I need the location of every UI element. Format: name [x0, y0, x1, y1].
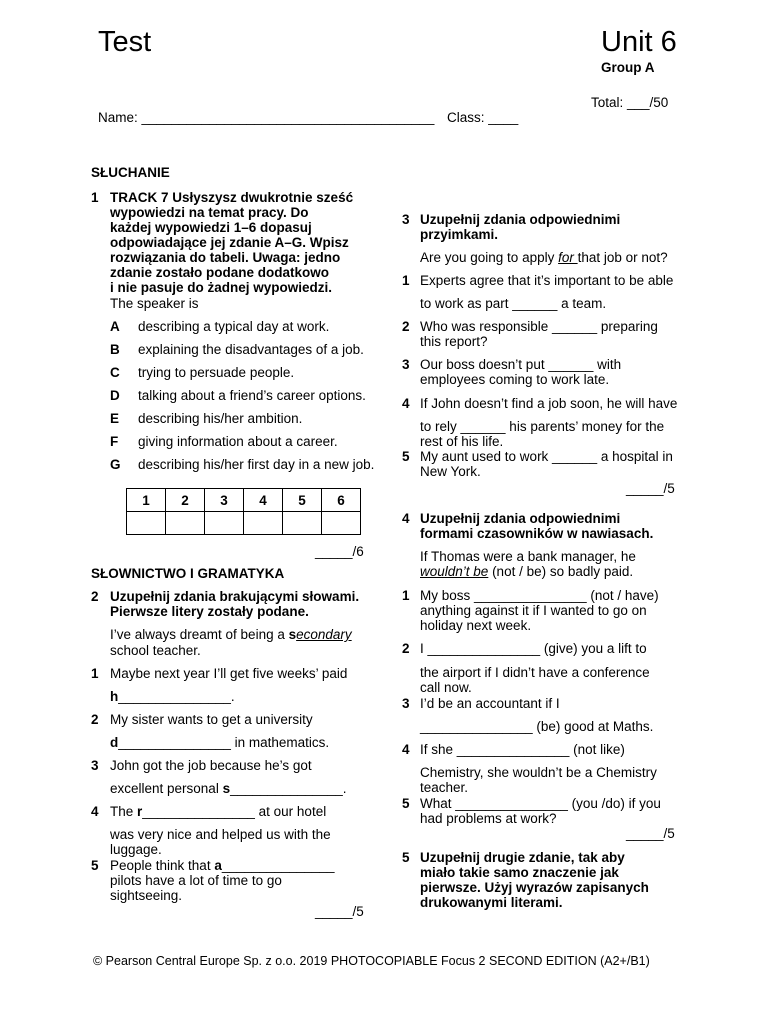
item-number: 2: [402, 319, 410, 334]
answer-cell[interactable]: [127, 512, 166, 535]
option-letter: A: [110, 319, 120, 334]
task-4-example: If Thomas were a bank manager, he wouldn’t be (not / be) so badly paid.: [420, 549, 636, 579]
item-number: 5: [91, 858, 99, 873]
option-text: describing a typical day at work.: [138, 319, 330, 334]
item-blank[interactable]: If she _______________ (not like): [420, 742, 625, 757]
task-score: _____/6: [315, 544, 364, 559]
option-letter: E: [110, 411, 120, 426]
item-blank[interactable]: The r_______________ at our hotel: [110, 804, 327, 819]
task-3-instruction: Uzupełnij zdania odpowiednimi przyimkami.: [420, 212, 621, 242]
option-letter: C: [110, 365, 120, 380]
task-score: _____/5: [315, 904, 364, 919]
item-number: 2: [402, 641, 410, 656]
item-number: 5: [402, 796, 410, 811]
item-blank[interactable]: _______________ (be) good at Maths.: [420, 719, 654, 734]
item-text: My sister wants to get a university: [110, 712, 313, 727]
item-number: 1: [402, 273, 410, 288]
option-text: trying to persuade people.: [138, 365, 295, 380]
item-text: the airport if I didn’t have a conference call now.: [420, 665, 650, 695]
task-score: _____/5: [626, 481, 675, 496]
item-number: 4: [402, 742, 410, 757]
answer-table: [126, 488, 361, 535]
item-blank[interactable]: My boss _______________ (not / have) anything against it if I wanted to go on holiday next week.: [420, 588, 659, 633]
option-letter: B: [110, 342, 120, 357]
table-header: 4: [244, 489, 283, 512]
item-number: 4: [402, 396, 410, 411]
task-2-example-end: school teacher.: [110, 643, 201, 658]
item-number: 3: [402, 696, 410, 711]
table-header: 3: [205, 489, 244, 512]
task-2-example: I’ve always dreamt of being a secondary: [110, 627, 352, 642]
table-header: 1: [127, 489, 166, 512]
table-header: 5: [283, 489, 322, 512]
item-number: 3: [91, 758, 99, 773]
item-text: John got the job because he’s got: [110, 758, 312, 773]
item-number: 2: [91, 712, 99, 727]
item-blank[interactable]: What _______________ (you /do) if you had problems at work?: [420, 796, 661, 826]
task-number: 5: [402, 850, 410, 865]
option-text: describing his/her first day in a new job.: [138, 457, 375, 472]
option-letter: F: [110, 434, 119, 449]
table-header: 6: [322, 489, 361, 512]
item-blank[interactable]: Our boss doesn’t put ______ with employees coming to work late.: [420, 357, 622, 387]
class-field: Class: ____: [447, 110, 519, 125]
answer-cell[interactable]: [322, 512, 361, 535]
item-blank[interactable]: My aunt used to work ______ a hospital in New York.: [420, 449, 673, 479]
option-text: explaining the disadvantages of a job.: [138, 342, 364, 357]
item-number: 4: [91, 804, 99, 819]
task-number: 4: [402, 511, 410, 526]
item-blank[interactable]: d_______________ in mathematics.: [110, 735, 330, 750]
item-number: 5: [402, 449, 410, 464]
item-number: 3: [402, 357, 410, 372]
task-number: 2: [91, 589, 99, 604]
task-5-instruction: Uzupełnij drugie zdanie, tak aby miało takie samo znaczenie jak pierwsze. Użyj wyrazów zapisanych drukowanymi literami.: [420, 850, 649, 910]
item-blank[interactable]: to work as part ______ a team.: [420, 296, 607, 311]
item-number: 1: [402, 588, 410, 603]
table-header: 2: [166, 489, 205, 512]
page-title: Test: [98, 26, 152, 58]
name-field: Name: _______________________________________: [98, 110, 435, 125]
answer-cell[interactable]: [244, 512, 283, 535]
item-blank[interactable]: People think that a_______________ pilots have a lot of time to go sightseeing.: [110, 858, 335, 903]
item-blank[interactable]: h_______________.: [110, 689, 235, 704]
option-text: talking about a friend’s career options.: [138, 388, 366, 403]
item-number: 1: [91, 666, 99, 681]
item-blank[interactable]: to rely ______ his parents’ money for the rest of his life.: [420, 419, 665, 449]
item-text: Chemistry, she wouldn’t be a Chemistry teacher.: [420, 765, 657, 795]
answer-cell[interactable]: [166, 512, 205, 535]
unit-title: Unit 6: [601, 26, 677, 58]
item-text: Experts agree that it’s important to be able: [420, 273, 674, 288]
footer-copyright: © Pearson Central Europe Sp. z o.o. 2019 PHOTOCOPIABLE Focus 2 SECOND EDITION (A2+/B1): [93, 954, 650, 968]
option-letter: G: [110, 457, 121, 472]
item-blank[interactable]: Who was responsible ______ preparing this report?: [420, 319, 658, 349]
task-1-instruction: TRACK 7 Usłyszysz dwukrotnie sześć wypowiedzi na temat pracy. Do każdej wypowiedzi 1–6 dopasuj odpowiadające jej zdanie A–G. Wpisz rozwiązania do tabeli. Uwaga: jedno zdanie zostało podane dodatkowo i nie pasuje do żadnej wypowiedzi.: [110, 190, 354, 295]
task-2-instruction: Uzupełnij zdania brakującymi słowami. Pierwsze litery zostały podane.: [110, 589, 360, 619]
option-text: giving information about a career.: [138, 434, 338, 449]
task-score: _____/5: [626, 826, 675, 841]
item-blank[interactable]: I _______________ (give) you a lift to: [420, 641, 647, 656]
answer-cell[interactable]: [283, 512, 322, 535]
group-label: Group A: [601, 60, 655, 75]
item-text: Maybe next year I’ll get five weeks’ paid: [110, 666, 348, 681]
item-text: If John doesn’t find a job soon, he will have: [420, 396, 678, 411]
total-score: Total: ___/50: [591, 95, 669, 110]
vocab-heading: SŁOWNICTWO I GRAMATYKA: [91, 566, 285, 581]
item-blank[interactable]: excellent personal s_______________.: [110, 781, 347, 796]
task-number: 3: [402, 212, 410, 227]
item-text: was very nice and helped us with the luggage.: [110, 827, 331, 857]
listening-heading: SŁUCHANIE: [91, 165, 170, 180]
task-1-stem: The speaker is: [110, 296, 199, 311]
answer-cell[interactable]: [205, 512, 244, 535]
item-text: I’d be an accountant if I: [420, 696, 560, 711]
option-text: describing his/her ambition.: [138, 411, 303, 426]
task-4-instruction: Uzupełnij zdania odpowiednimi formami czasowników w nawiasach.: [420, 511, 654, 541]
task-number: 1: [91, 190, 99, 205]
task-3-example: Are you going to apply for that job or not?: [420, 250, 668, 265]
option-letter: D: [110, 388, 120, 403]
